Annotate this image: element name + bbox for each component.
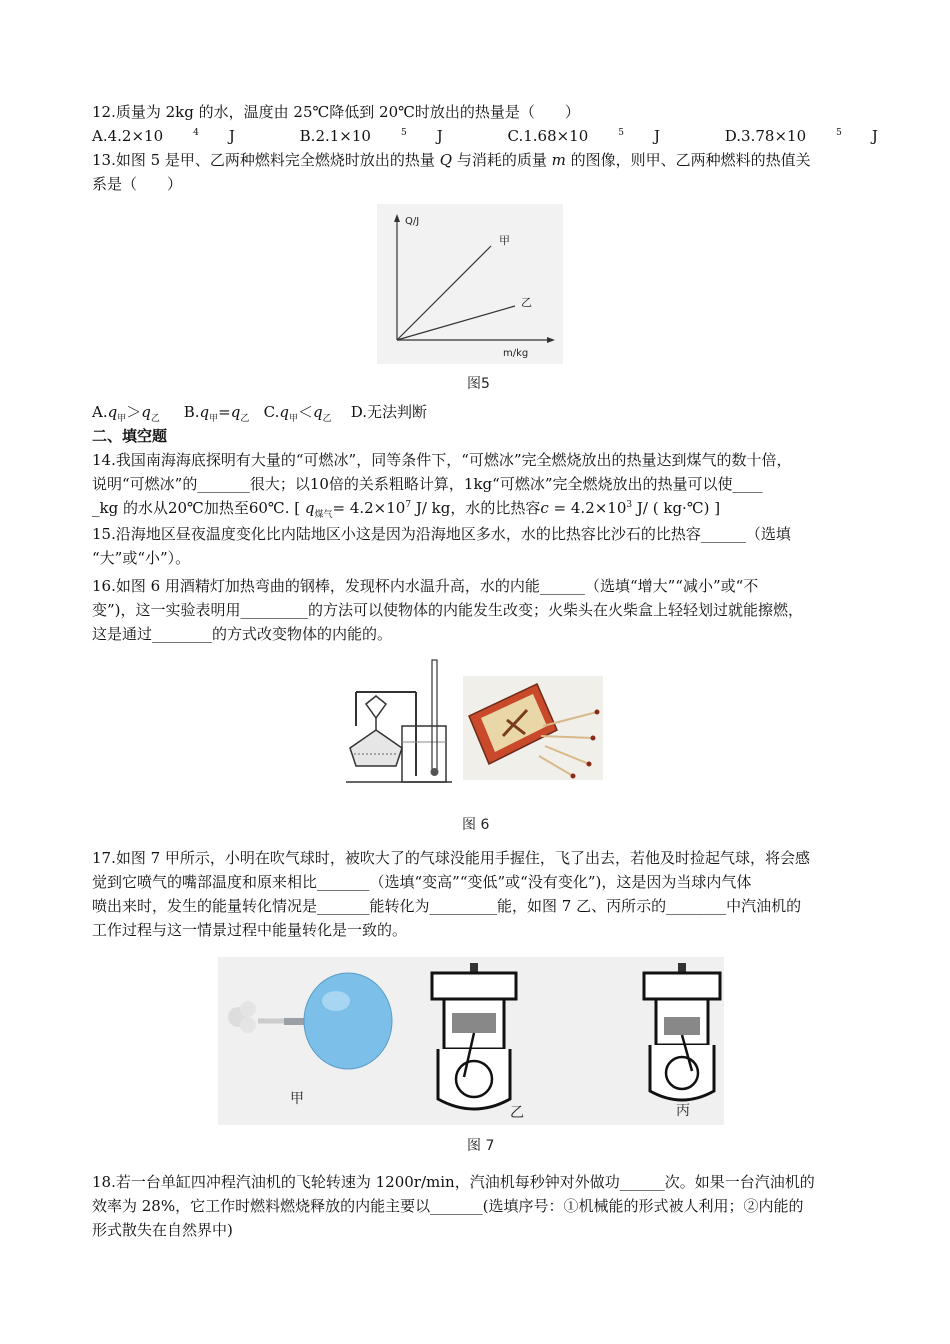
q13-options	[92, 400, 862, 448]
q16-line3: 这是通过________的方式改变物体的内能的。	[92, 625, 393, 643]
alcohol-lamp-beaker-icon	[346, 656, 456, 786]
q16-line2: 变”)，这一实验表明用_________的方法可以使物体的内能发生改变；火柴头在火柴盒上轻轻划过就能擦燃，	[92, 601, 804, 619]
y-axis-arrow	[394, 214, 400, 222]
q12-option-b: B.2.1×10 $^5$ J	[299, 127, 443, 145]
label-yi: 乙	[521, 296, 532, 309]
q14-line3: _kg 的水从20℃加热至60℃. [ $q_{煤气}= 4.2\times 10^7$ J/ kg，水的比热容$c = 4.2\times 10^3$ J/ ( kg·℃) ]	[92, 499, 721, 520]
q17-line2: 觉到它喷气的嘴部温度和原来相比_______（选填“变高”“变低”或“没有变化”)，这是因为当球内气体	[92, 873, 752, 891]
q12-option-d: D.3.78×10 $^5$ J	[724, 127, 878, 145]
question-18	[92, 1170, 862, 1242]
balloon-icon	[228, 973, 392, 1069]
figure-6-matchbox	[463, 676, 603, 780]
q17-line1: 17.如图 7 甲所示，小明在吹气球时，被吹大了的气球没能用手握住，飞了出去，若他及时捡起气球，将会感	[92, 849, 810, 867]
q15-line1: 15.沿海地区昼夜温度变化比内陆地区小这是因为沿海地区多水，水的比热容比沙石的比热容______（选填	[92, 525, 791, 543]
question-14	[92, 448, 862, 520]
question-15	[92, 522, 862, 570]
q13-stem-line2: 系是（ ）	[92, 175, 183, 193]
question-12	[92, 100, 878, 148]
q17-line4: 工作过程与这一情景过程中能量转化是一致的。	[92, 921, 408, 939]
question-17	[92, 846, 862, 942]
q12-options	[92, 124, 878, 148]
label-jia: 甲	[499, 234, 510, 247]
x-axis-label: m/kg	[503, 348, 529, 359]
q14-line2: 说明“可燃冰”的_______很大；以10倍的关系粗略计算，1kg“可燃冰”完全燃烧放出的热量可以使____	[92, 475, 763, 493]
figure-5-graph	[377, 204, 563, 364]
engine-bing-icon	[644, 963, 720, 1100]
y-axis-label: Q/J	[405, 216, 420, 227]
q12-option-a: A.4.2×10 $^4$ J	[92, 127, 235, 145]
q-m-graph	[377, 204, 563, 364]
figure-7-caption: 图 7	[467, 1138, 495, 1154]
q14-line1: 14.我国南海海底探明有大量的“可燃冰”，同等条件下，“可燃冰”完全燃烧放出的热量达到煤气的数十倍，	[92, 451, 792, 469]
q18-line3: 形式散失在自然界中)	[92, 1221, 233, 1239]
q16-line1: 16.如图 6 用酒精灯加热弯曲的钢棒，发现杯内水温升高，水的内能______（选填“增大”“减小”或“不	[92, 577, 759, 595]
q15-line2: “大”或“小”）。	[92, 549, 191, 567]
q18-line2: 效率为 28%，它工作时燃料燃烧释放的内能主要以_______(选填序号：①机械能的形式被人利用；②内能的	[92, 1197, 804, 1215]
figure-7-drawing	[218, 957, 724, 1125]
question-16	[92, 574, 862, 646]
section-2-heading: 二、填空题	[92, 427, 168, 445]
engine-yi-icon	[432, 963, 516, 1109]
q12-stem: 12.质量为 2kg 的水，温度由 25℃降低到 20℃时放出的热量是（ ）	[92, 103, 580, 121]
q12-option-c: C.1.68×10 $^5$ J	[507, 127, 661, 145]
label-jia: 甲	[290, 1091, 304, 1107]
figure-6-caption: 图 6	[462, 817, 490, 833]
matchbox-icon	[463, 676, 603, 780]
figure-5-caption: 图5	[467, 376, 490, 392]
q18-line1: 18.若一台单缸四冲程汽油机的飞轮转速为 1200r/min，汽油机每秒钟对外做功______次。如果一台汽油机的	[92, 1173, 815, 1191]
q17-line3: 喷出来时，发生的能量转化情况是_______能转化为_________能，如图 7 乙、丙所示的________中汽油机的	[92, 897, 802, 915]
x-axis-arrow	[547, 337, 555, 343]
q13-option-d: D.无法判断	[350, 403, 427, 421]
q13-option-a: $A.q_甲>q_乙$	[92, 403, 160, 424]
figure-6-lamp-beaker	[346, 656, 456, 786]
q13-option-b: $B.q_甲=q_乙$	[183, 403, 250, 424]
label-bing: 丙	[676, 1103, 690, 1119]
question-13	[92, 148, 862, 196]
q13-option-c: $C.q_甲<q_乙$	[263, 403, 332, 424]
q13-stem-line1: 13.如图 5 是甲、乙两种燃料完全燃烧时放出的热量 Q 与消耗的质量 m 的图像，则甲、乙两种燃料的热值关	[92, 151, 811, 169]
figure-7	[218, 957, 724, 1125]
label-yi: 乙	[510, 1105, 524, 1121]
